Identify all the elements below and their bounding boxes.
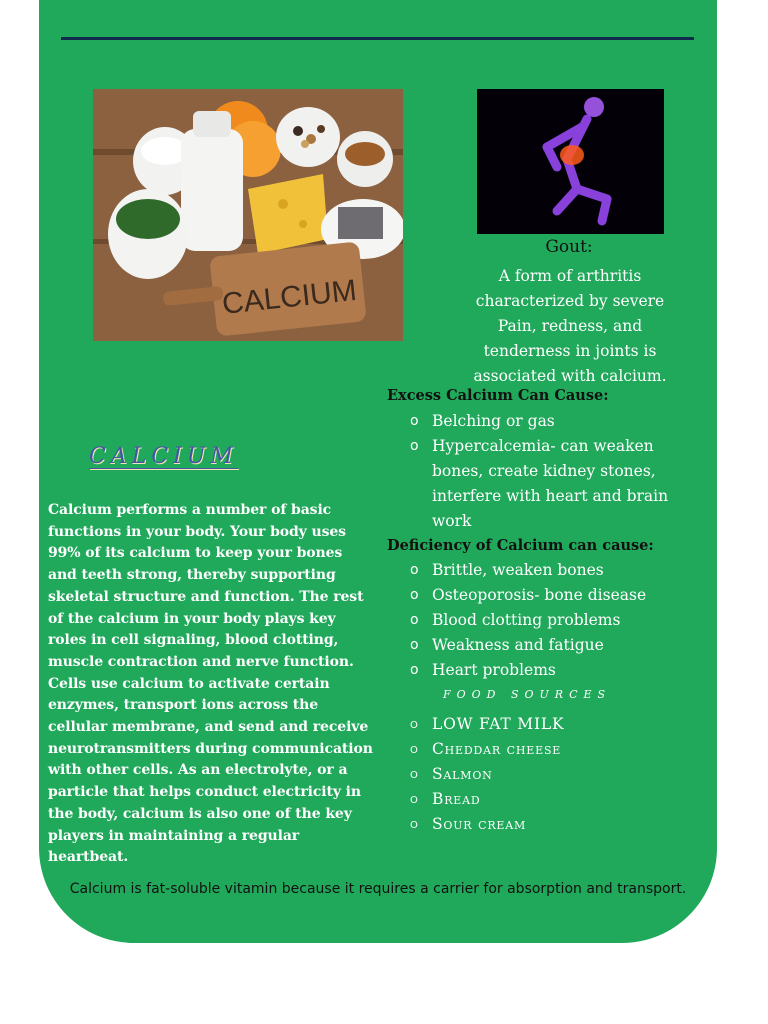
list-item: o Weakness and fatigue xyxy=(410,633,682,658)
list-item: o Sour cream xyxy=(410,812,682,837)
food-sources-list xyxy=(410,712,682,837)
footer-note: Calcium is fat-soluble vitamin because it requires a carrier for absorption and transport. xyxy=(69,881,687,897)
list-item: o Bread xyxy=(410,787,682,812)
excess-list xyxy=(410,409,682,534)
list-item: o Brittle, weaken bones xyxy=(410,558,682,583)
board-label: CALCIUM xyxy=(220,273,359,321)
list-item: o Cheddar cheese xyxy=(410,737,682,762)
list-item: o Salmon xyxy=(410,762,682,787)
deficiency-list xyxy=(410,558,682,683)
gout-skeleton-photo xyxy=(477,89,664,234)
list-item: o Belching or gas xyxy=(410,409,682,434)
gout-description: A form of arthritis characterized by severe Pain, redness, and tenderness in joints is associated with calcium. xyxy=(473,267,667,385)
list-item: o Blood clotting problems xyxy=(410,608,682,633)
deficiency-heading: Deficiency of Calcium can cause: xyxy=(387,537,654,554)
calcium-foods-photo xyxy=(93,89,403,341)
list-item: o Heart problems xyxy=(410,658,682,683)
calcium-title: CALCIUM xyxy=(89,444,238,469)
calcium-body-text: Calcium performs a number of basic functions in your body. Your body uses 99% of its calcium to keep your bones and teeth strong, thereby supporting skeletal structure and function. The rest of the calcium in your body plays key roles in cell signaling, blood clotting, muscle contraction and nerve function. Cells use calcium to activate certain enzymes, transport ions across the cellular membrane, and send and receive neurotransmitters during communication with other cells. As an electrolyte, or a particle that helps conduct electricity in the body, calcium is also one of the key players in maintaining a regular heartbeat. xyxy=(48,502,373,866)
gout-title: Gout: xyxy=(545,237,593,257)
list-item: o Osteoporosis- bone disease xyxy=(410,583,682,608)
list-item: o LOW FAT MILK xyxy=(410,712,682,737)
excess-heading: Excess Calcium Can Cause: xyxy=(387,387,609,404)
food-sources-heading: FOOD SOURCES xyxy=(443,688,612,701)
top-divider xyxy=(61,37,694,40)
list-item: o Hypercalcemia- can weaken bones, create kidney stones, interfere with heart and brain work xyxy=(410,434,682,534)
